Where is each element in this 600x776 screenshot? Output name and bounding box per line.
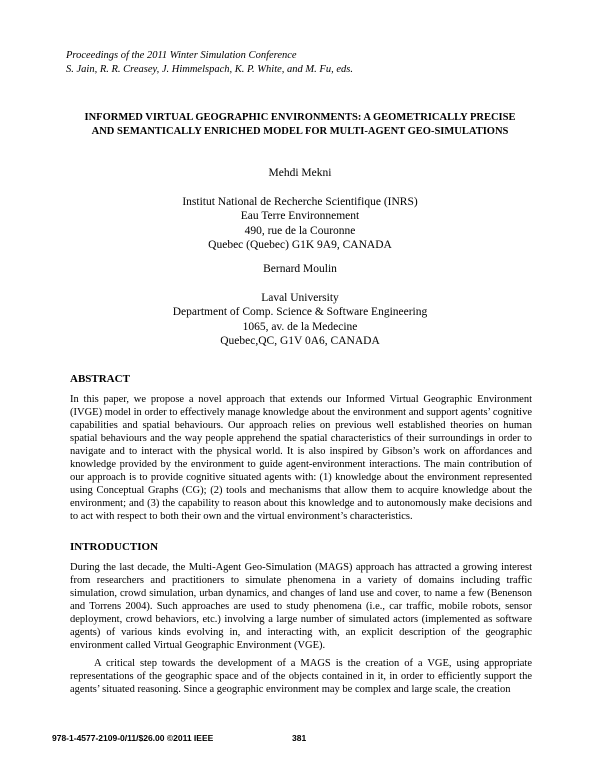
introduction-heading: INTRODUCTION bbox=[70, 541, 159, 553]
proceedings-line: Proceedings of the 2011 Winter Simulation Conference bbox=[66, 50, 297, 61]
editors-line: S. Jain, R. R. Creasey, J. Himmelspach, K. P. White, and M. Fu, eds. bbox=[66, 64, 353, 75]
author-name: Bernard Moulin bbox=[263, 263, 337, 275]
affiliation-line: Quebec,QC, G1V 0A6, CANADA bbox=[220, 335, 380, 347]
isbn-copyright: 978-1-4577-2109-0/11/$26.00 ©2011 IEEE bbox=[52, 733, 214, 743]
intro-paragraph-1: During the last decade, the Multi-Agent Geo-Simulation (MAGS) approach has attracted a growing interest from researchers and practitioners to simulate phenomena in a variety of domains including traffic simulation, crowd simulation, urban dynamics, and changes of land use and cover, to name a few (Benenson and Torrens 2004). Such approaches are used to study phenomena (i.e., car traffic, mobile robots, sensor deployment, crowd behaviors, etc.) involving a large number of simulated actors (implemented as software agents) of various kinds evolving in, and interacting with, an explicit description of the geographic environment called Virtual Geographic Environment (VGE). bbox=[70, 562, 532, 651]
author-block-1 bbox=[0, 166, 600, 253]
intro-paragraph-2: A critical step towards the development of a MAGS is the creation of a VGE, using appropriate representations of the geographic space and of the objects contained in it, in order to efficiently support the agents’ situated reasoning. Since a geographic environment may be complex and large scale, the creation bbox=[70, 658, 532, 695]
conference-header bbox=[66, 49, 353, 77]
abstract-heading: ABSTRACT bbox=[70, 373, 130, 385]
affiliation-line: Department of Comp. Science & Software Engineering bbox=[172, 306, 428, 318]
affiliation-line: Institut National de Recherche Scientifique (INRS) bbox=[182, 195, 418, 208]
affiliation-line: 1065, av. de la Medecine bbox=[242, 320, 358, 333]
affiliation-line: 490, rue de la Couronne bbox=[244, 224, 356, 237]
title-line-1: INFORMED VIRTUAL GEOGRAPHIC ENVIRONMENTS: A GEOMETRICALLY PRECISE bbox=[84, 112, 516, 123]
abstract-text: In this paper, we propose a novel approach that extends our Informed Virtual Geographic Environment (IVGE) model in order to effectively manage knowledge about the environment and support agents’ cognitive capabilities and spatial behaviours. Our approach relies on previous well established theories on human spatial behaviours and the way people apprehend the spatial characteristics of their surroundings in order to navigate and to interact with the physical world. It is also inspired by Gibson’s work on affordances and knowledge provided by the environment to guide agent-environment interactions. The main contribution of our approach is to provide cognitive situated agents with: (1) knowledge about the environment represented using Conceptual Graphs (CG); (2) tools and mechanisms that allow them to acquire knowledge about the environment; and (3) the capability to reason about this knowledge and to autonomously make decisions and to act with respect to both their own and the virtual environment’s characteristics. bbox=[70, 394, 532, 522]
paper-title bbox=[60, 111, 540, 139]
affiliation-line: Laval University bbox=[261, 291, 339, 304]
author-block-2 bbox=[0, 262, 600, 349]
author-name: Mehdi Mekni bbox=[268, 167, 332, 179]
affiliation-line: Quebec (Quebec) G1K 9A9, CANADA bbox=[208, 239, 392, 251]
page-number: 381 bbox=[292, 733, 307, 743]
title-line-2: AND SEMANTICALLY ENRICHED MODEL FOR MULTI-AGENT GEO-SIMULATIONS bbox=[91, 126, 509, 137]
affiliation-line: Eau Terre Environnement bbox=[240, 210, 360, 222]
